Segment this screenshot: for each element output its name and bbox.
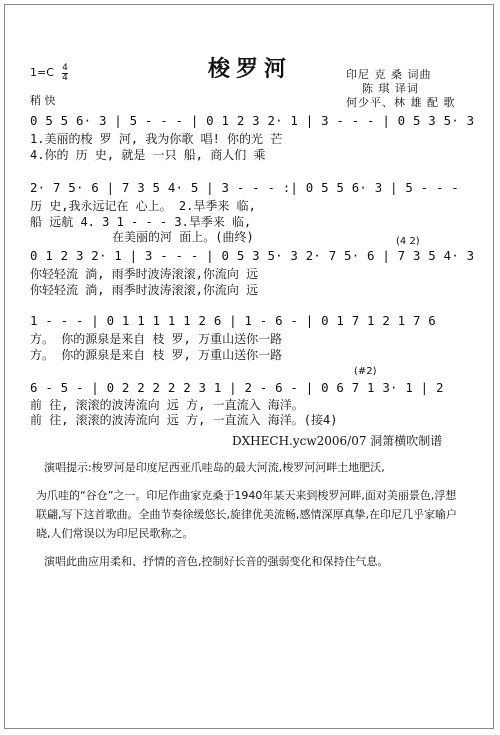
score-row-2-notes: 2· 7 5· 6 | 7 3 5 4· 5 | 3 - - - :| 0 5 5 6· 3 | 5 - - - [30,180,459,195]
score-row-2-lyric-3: 在美丽的河 面上。(曲终) [112,230,254,244]
performance-note-3: 演唱此曲应用柔和、抒情的音色,控制好长音的强弱变化和保持住气息。 [44,555,389,568]
arranger-credit: 何少平、林 雄 配 歌 [346,96,456,109]
score-row-5-notes: 6 - 5 - | 0 2 2 2 2 2 3 1 | 2 - 6 - | 0 6 7 1 3· 1 | 2 [30,380,444,395]
score-row-3-mark: (4 2) [396,236,420,247]
score-row-5-mark: (#2) [354,366,377,377]
song-title: 梭罗河 [207,56,292,82]
score-row-3-notes: 0 1 2 3 2· 1 | 3 - - - | 0 5 3 5· 3 2· 7 5· 6 | 7 3 5 4· 3 [30,248,475,263]
score-row-4-notes: 1 - - - | 0 1 1 1 1 1 2 6 | 1 - 6 - | 0 1 7 1 2 1 7 6 [30,313,436,328]
score-row-5-lyric-2: 前 往, 滚滚的波涛流向 远 方, 一直流入 海洋。(接4) [30,413,338,427]
transcriber-signature: DXHECH.ycw2006/07 洞箫横吹制谱 [232,434,443,448]
composer-credit: 印尼 克 桑 词曲 [346,68,432,81]
score-row-4-lyric-2: 方。 你的源泉是来自 枝 罗, 万重山送你一路 [30,348,283,362]
translator-credit: 陈 琪 译词 [362,82,419,95]
tempo-marking: 稍 快 [30,94,56,107]
performance-note-1: 演唱提示:梭罗河是印度尼西亚爪哇岛的最大河流,梭罗河河畔土地肥沃, [44,461,385,474]
score-row-2-lyric-2: 船 远航 4. 3 1 - - - 3.旱季来 临, [30,215,252,229]
score-row-4-lyric-1: 方。 你的源泉是来自 枝 罗, 万重山送你一路 [30,332,283,346]
time-signature [62,64,68,83]
score-row-2-lyric-1: 历 史,我永远记在 心上。 2.旱季来 临, [30,199,256,213]
score-row-3-lyric-2: 你轻轻流 淌, 雨季时波涛滚滚,你流向 远 [30,283,259,297]
score-row-3-lyric-1: 你轻轻流 淌, 雨季时波涛滚滚,你流向 远 [30,267,259,281]
time-signature-top: 4 [62,63,68,73]
key-signature: 1=C [30,66,54,79]
score-row-1-lyric-2: 4.你的 历 史, 就是 一只 船, 商人们 乘 [30,148,266,162]
time-signature-bottom: 4 [62,73,68,83]
score-row-1-lyric-1: 1.美丽的梭 罗 河, 我为你歌 唱! 你的光 芒 [30,132,283,146]
score-row-1-notes: 0 5 5 6· 3 | 5 - - - | 0 1 2 3 2· 1 | 3 - - - | 0 5 3 5· 3 [30,113,475,128]
score-row-5-lyric-1: 前 往, 滚滚的波涛流向 远 方, 一直流入 海洋。 [30,398,304,412]
performance-note-2: 为爪哇的“谷仓”之一。印尼作曲家克桑于1940年某天来到梭罗河畔,面对美丽景色,浮想联翩,写下这首歌曲。全曲节奏徐缓悠长,旋律优美流畅,感情深厚真挚,在印尼几乎家喻户晓,人们常误以为印尼民歌称之。 [36,489,457,540]
